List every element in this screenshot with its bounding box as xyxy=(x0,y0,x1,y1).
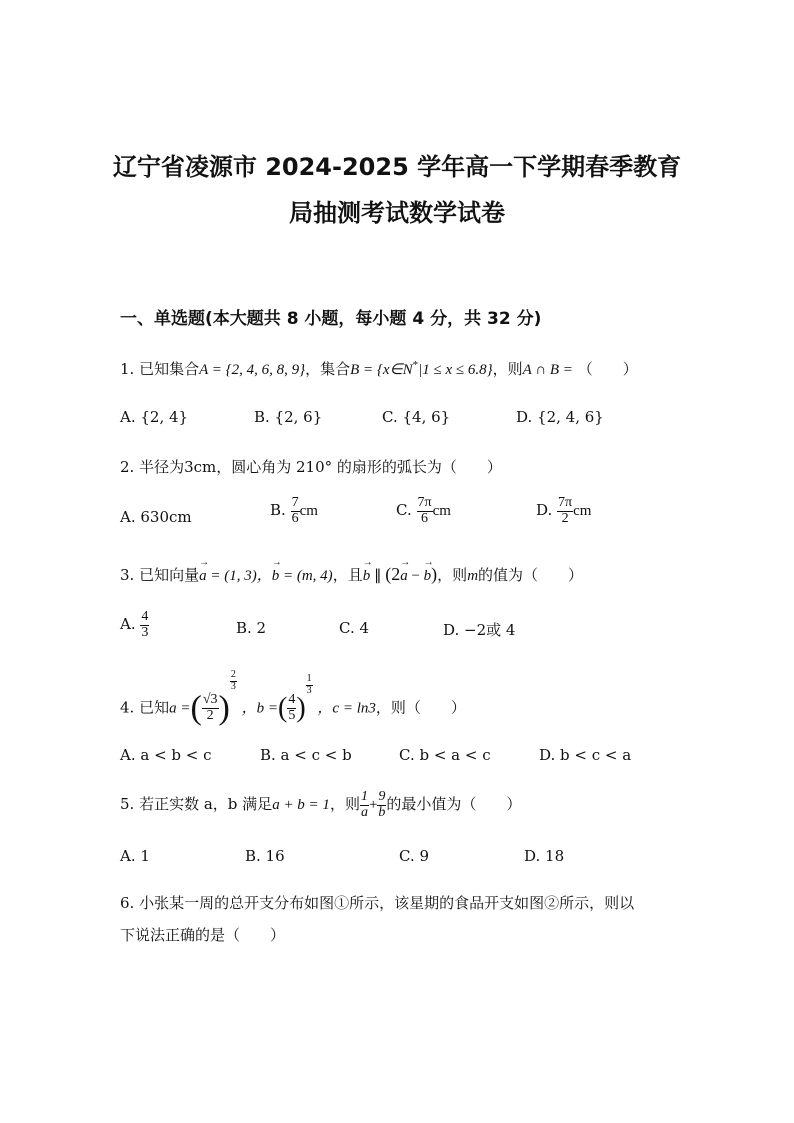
q4-option-d: D. b < c < a xyxy=(539,746,632,764)
unit: cm xyxy=(573,503,592,520)
question-text: ，集合 xyxy=(305,360,351,378)
numerator: 1 xyxy=(360,789,368,804)
numerator: 9 xyxy=(378,789,386,804)
plus: + xyxy=(368,797,378,814)
vector-b: → b xyxy=(424,568,432,585)
answer-paren: （ ） xyxy=(577,360,638,378)
q1-option-b: B. {2, 6} xyxy=(254,408,323,426)
paren: ) xyxy=(218,689,230,727)
question-text: 已知 xyxy=(139,698,170,717)
denominator: 6 xyxy=(291,510,299,526)
q5-option-d: D. 18 xyxy=(524,847,565,865)
fraction xyxy=(557,496,573,526)
paren: ( xyxy=(190,689,202,727)
question-number: 3. xyxy=(120,566,135,584)
q1-option-c: C. {4, 6} xyxy=(382,408,451,426)
exam-title-line-2: 局抽测考试数学试卷 xyxy=(289,199,505,227)
superscript: * xyxy=(412,359,419,371)
intersection-expression: A ∩ B = xyxy=(522,362,573,378)
numerator: 2 xyxy=(230,669,236,680)
q3-option-d: D. −2或 4 xyxy=(443,621,516,639)
question-4 xyxy=(120,670,466,726)
q2-option-a: A. 630cm xyxy=(120,508,192,526)
unit: cm xyxy=(432,503,451,520)
option-label: C. xyxy=(396,501,412,520)
expr-open: (2 xyxy=(385,564,401,584)
denominator: 6 xyxy=(421,510,429,526)
numerator: √3 xyxy=(202,692,218,708)
vector-a: → a xyxy=(199,568,207,585)
q4-option-c: C. b < a < c xyxy=(399,746,491,764)
variable-m: m xyxy=(467,568,479,584)
condition: a + b = 1 xyxy=(272,797,330,814)
c-equals: ，c = ln3 xyxy=(317,700,376,717)
vector-b: → b xyxy=(363,568,371,585)
question-text: 已知集合 xyxy=(139,360,200,378)
q5-option-b: B. 16 xyxy=(245,847,285,865)
numerator: 7 xyxy=(291,495,299,510)
question-6-line-1: 6. 小张某一周的总开支分布如图①所示，该星期的食品开支如图②所示，则以 xyxy=(120,894,635,912)
question-text: ，则（ ） xyxy=(375,698,466,717)
question-text: ，则 xyxy=(437,566,468,584)
denominator: 3 xyxy=(306,684,312,696)
question-number: 1. xyxy=(120,360,135,378)
question-1 xyxy=(120,358,638,379)
vector-a: → a xyxy=(400,568,408,585)
denominator: 2 xyxy=(561,510,569,526)
question-2: 2. 半径为3cm，圆心角为 210° 的扇形的弧长为（ ） xyxy=(120,458,502,476)
denominator: 2 xyxy=(206,708,214,723)
question-number: 4. xyxy=(120,698,135,717)
numerator: 7π xyxy=(417,495,432,510)
unit: cm xyxy=(299,503,318,520)
question-text: ，则 xyxy=(329,795,360,814)
parallel-symbol: ∥ xyxy=(370,568,386,584)
vector-b: → b xyxy=(272,568,280,585)
option-label: A. xyxy=(120,615,136,634)
denominator: 3 xyxy=(230,680,236,692)
q4-option-a: A. a < b < c xyxy=(120,746,212,764)
option-label: B. xyxy=(270,501,286,520)
denominator: a xyxy=(360,804,368,820)
paren: ( xyxy=(277,692,288,724)
q2-option-d xyxy=(536,496,591,526)
question-6-line-2: 下说法正确的是（ ） xyxy=(120,926,286,944)
q2-option-b xyxy=(270,496,318,526)
question-5 xyxy=(120,790,521,820)
set-a: A = {2, 4, 6, 8, 9} xyxy=(199,362,306,378)
section-header-single-choice: 一、单选题(本大题共 8 小题，每小题 4 分，共 32 分) xyxy=(120,309,542,329)
question-text: 的值为（ ） xyxy=(478,566,584,584)
set-b-condition: |1 ≤ x ≤ 6.8} xyxy=(418,362,493,378)
denominator: b xyxy=(378,804,386,820)
a-equals: a = xyxy=(169,700,191,717)
option-label: D. xyxy=(536,501,553,520)
question-text: ，且 xyxy=(332,566,363,584)
vector-b-value: = (m, 4) xyxy=(279,568,333,584)
q4-option-b: B. a < c < b xyxy=(260,746,352,764)
exam-title-line-1: 辽宁省凌源市 2024-2025 学年高一下学期春季教育 xyxy=(112,153,682,181)
fraction xyxy=(417,496,433,526)
expr-close: ) xyxy=(431,564,438,584)
q3-option-c: C. 4 xyxy=(339,619,370,637)
question-text: 已知向量 xyxy=(139,566,200,584)
question-text: 的最小值为（ ） xyxy=(386,795,522,814)
q5-option-a: A. 1 xyxy=(120,847,150,865)
question-text: 若正实数 a，b 满足 xyxy=(139,795,273,814)
denominator: 5 xyxy=(288,708,296,723)
question-number: 5. xyxy=(120,795,135,814)
exponent xyxy=(306,674,313,696)
vector-a-value: = (1, 3)， xyxy=(206,568,272,584)
fraction xyxy=(291,496,300,526)
q1-option-d: D. {2, 4, 6} xyxy=(516,408,604,426)
numerator: 1 xyxy=(306,673,312,684)
exponent xyxy=(230,670,237,692)
q3-option-b: B. 2 xyxy=(236,619,267,637)
numerator: 4 xyxy=(141,609,149,624)
q1-option-a: A. {2, 4} xyxy=(120,408,189,426)
denominator: 3 xyxy=(141,624,149,640)
set-b: B = {x∈N xyxy=(350,362,413,378)
fraction xyxy=(360,790,369,820)
fraction xyxy=(140,610,149,640)
q5-option-c: C. 9 xyxy=(399,847,430,865)
paren: ) xyxy=(296,692,306,724)
q2-option-c xyxy=(396,496,451,526)
question-3 xyxy=(120,564,583,585)
fraction xyxy=(202,693,219,723)
question-text: ，则 xyxy=(492,360,523,378)
b-equals: ，b = xyxy=(241,700,278,717)
minus: − xyxy=(407,568,424,584)
numerator: 4 xyxy=(288,692,296,708)
numerator: 7π xyxy=(558,495,573,510)
q3-option-a xyxy=(120,610,149,640)
fraction xyxy=(287,693,296,723)
